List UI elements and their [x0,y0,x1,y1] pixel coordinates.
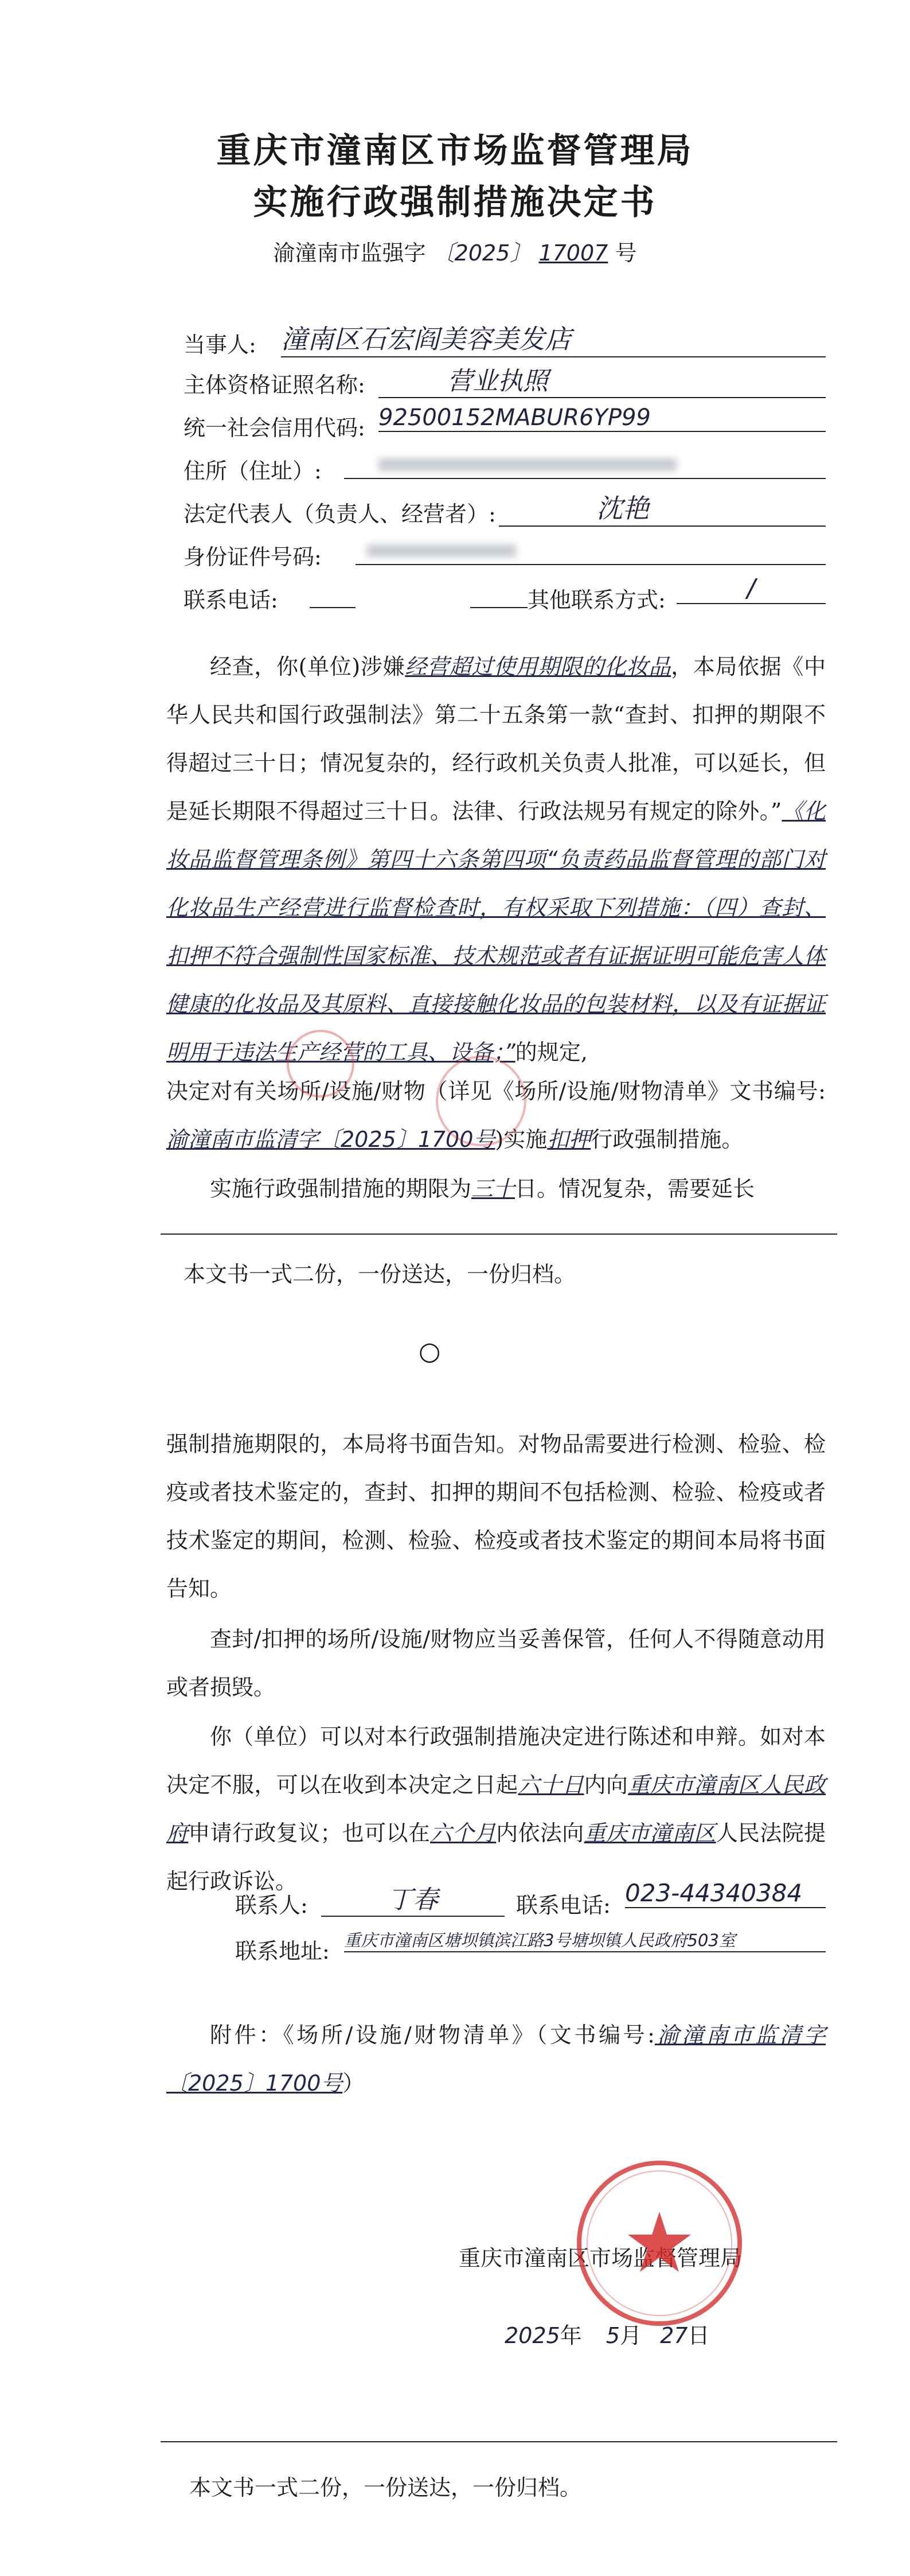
p3-months: 六个月 [430,1820,497,1846]
phone-continuation-line [470,579,528,608]
period-paragraph [166,1165,826,1213]
date-day-suffix: 日 [688,2323,710,2348]
doc-year: 〔2025〕 [432,240,532,266]
cert-value: 营业执照 [378,360,826,398]
page2-footer-rule [161,2441,837,2442]
attach-value: 渝潼南市监清字〔2025〕1700号 [166,2022,826,2096]
attach-end: ） [342,2071,365,2096]
p3-a: 你（单位）可以对本行政强制措施决定进行陈述和申辩。如对本决定不服，可以在收到本决定之日起 [166,1724,826,1797]
phone-value-line [310,579,356,608]
date-month-suffix: 月 [620,2323,642,2348]
party-value: 潼南区石宏阎美容美发店 [281,318,826,357]
page1-footer-rule [161,1233,837,1235]
address-value-redacted [344,450,826,479]
credit-label: 统一社会信用代码: [183,415,365,441]
p1-rule-suffix: 的规定, [515,1040,588,1065]
p3-court: 重庆市潼南区 [584,1820,716,1846]
official-seal [573,2157,745,2329]
other-contact-value: / [677,574,826,604]
p2-end: 行政强制措施。 [591,1127,744,1152]
page2-paragraph-3 [166,1713,826,1905]
date-year-suffix: 年 [560,2323,582,2348]
attach-label: 附件：《场所/设施/财物清单》（文书编号: [210,2022,655,2048]
p1-violation: 经营超过使用期限的化妆品 [405,654,671,679]
p1-handwritten-basis: 《化妆品监督管理条例》第四十六条第四项“负责药品监督管理的部门对化妆品生产经营进行监督检查时，有权采取下列措施：（四）查封、扣押不符合强制性国家标准、技术规范或者有证据证明可能危害人体健康的化妆品及其原料、直接接触化妆品的包装材料，以及有证据证明用于违法生产经营的工具、设备；” [166,799,826,1065]
p2-mid: )实施 [495,1127,548,1152]
attachment-line [166,2011,826,2107]
p3-c: 申请行政复议；也可以在 [188,1820,431,1846]
seal-stamp-medium [436,1056,526,1146]
doc-number-value: 17007 [538,240,608,266]
id-label: 身份证件号码: [183,544,322,570]
other-contact-label: 其他联系方式: [528,587,666,613]
document-title-line2: 实施行政强制措施决定书 [253,182,657,223]
page-separator-mark: ○ [419,1337,441,1366]
date-year: 2025 [505,2323,560,2348]
legal-rep-value: 沈艳 [499,488,826,527]
p2-list-no: 渝潼南市监清字〔2025〕1700号 [166,1127,495,1152]
page2-paragraph-1: 强制措施期限的，本局将书面告知。对物品需要进行检测、检验、检疫或者技术鉴定的，查封、扣押的期间不包括检测、检验、检疫或者技术鉴定的期间，检测、检验、检疫或者技术鉴定的期间本局将书面告知。 [166,1431,826,1601]
addr-label: 联系地址: [235,1939,330,1964]
page1-footer-note: 本文书一式二份，一份送达，一份归档。 [183,1262,576,1287]
id-value-redacted [356,536,826,565]
p2-start: 决定对有关场所/设施/财物（详见《场所/设施/财物清单》文书编号: [166,1079,826,1104]
addr-value: 重庆市潼南区塘坝镇滨江路3号塘坝镇人民政府503室 [344,1928,826,1952]
tel-label: 联系电话: [516,1893,611,1918]
investigation-paragraph [166,643,826,1076]
page2-footer-note: 本文书一式二份，一份送达，一份归档。 [189,2475,582,2500]
credit-value: 92500152MABUR6YP99 [378,404,826,432]
seal-stamp-small [287,1030,354,1098]
document-number [0,235,910,267]
tel-value: 023-44340384 [625,1879,826,1908]
date-month: 5 [606,2323,620,2348]
page2-paragraph-2: 查封/扣押的场所/设施/财物应当妥善保管，任何人不得随意动用或者损毁。 [166,1626,826,1700]
document-title-line1: 重庆市潼南区市场监督管理局 [216,131,694,171]
p3-d: 内依法向 [496,1820,584,1846]
p3-government: 重庆市潼南区人民政府 [166,1772,826,1846]
doc-prefix: 渝潼南市监强字 [273,240,426,266]
p3-end: 日。情况复杂，需要延长 [515,1176,755,1201]
p3-e: 人民法院提起行政诉讼。 [166,1820,826,1894]
phone-label: 联系电话: [183,587,278,613]
p1-rest: ，本局依据《中华人民共和国行政强制法》第二十五条第一款“查封、扣押的期限不得超过三十日；情况复杂的，经行政机关负责人批准，可以延长，但是延长期限不得超过三十日。法律、行政法规另有规定的除外。” [166,654,826,824]
p3-days: 三十 [471,1176,515,1201]
legal-rep-label: 法定代表人（负责人、经营者）: [183,501,496,527]
party-label: 当事人: [183,332,256,357]
contact-value: 丁春 [321,1879,505,1917]
cert-label: 主体资格证照名称: [183,372,365,398]
signer: 重庆市潼南区市场监督管理局 [459,2246,743,2271]
address-label: 住所（住址）: [183,458,322,484]
date-day: 27 [660,2323,688,2348]
p1-start: 经查，你(单位)涉嫌 [210,654,405,679]
p3-b: 内向 [584,1772,628,1797]
p3-text: 实施行政强制措施的期限为 [210,1176,472,1201]
contact-label: 联系人: [235,1893,308,1918]
p3-appeal-days: 六十日 [518,1772,584,1797]
doc-suffix: 号 [615,240,637,266]
p2-measure: 扣押 [547,1127,591,1152]
